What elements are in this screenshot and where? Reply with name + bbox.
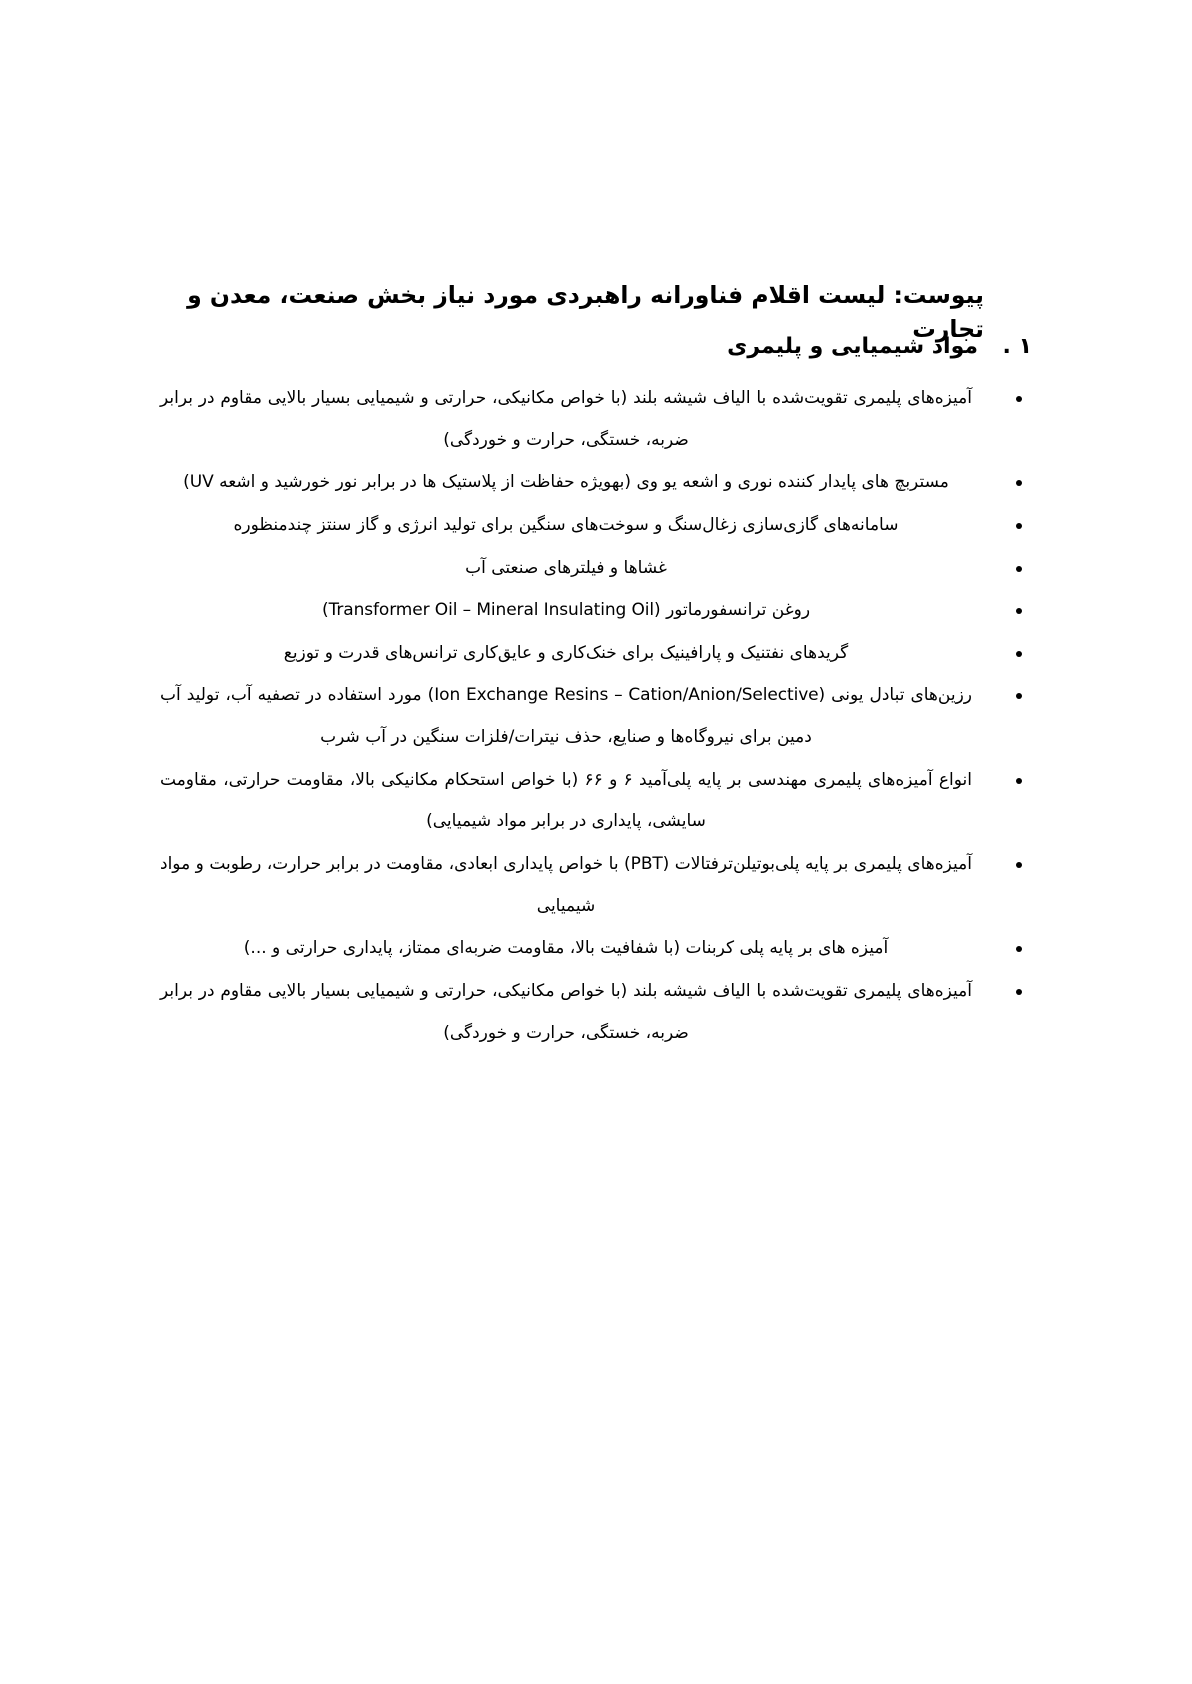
- list-item-text: آمیزه‌های پلیمری تقویت‌شده با الیاف شیشه بلند (با خواص مکانیکی، حرارتی و شیمیایی بسیار بالایی مقاوم در برابر ضربه، خستگی، حرارت و خوردگی): [160, 388, 972, 450]
- section-heading: [160, 330, 1032, 363]
- bullet-dot-icon: [1016, 651, 1022, 657]
- section-number: ۱ .: [1002, 334, 1032, 359]
- list-item-text: گریدهای نفتنیک و پارافینیک برای خنک‌کاری و عایق‌کاری ترانس‌های قدرت و توزیع: [283, 642, 849, 663]
- list-item: [160, 760, 1032, 843]
- list-item: [160, 378, 1032, 461]
- list-item-text: غشاها و فیلترهای صنعتی آب: [465, 557, 667, 578]
- bullet-dot-icon: [1016, 523, 1022, 529]
- bullet-dot-icon: [1016, 480, 1022, 486]
- list-item: [160, 633, 1032, 675]
- list-item: [160, 844, 1032, 927]
- list-item: [160, 928, 1032, 970]
- bullet-dot-icon: [1016, 946, 1022, 952]
- list-item-text: انواع آمیزه‌های پلیمری مهندسی بر پایه پلی‌آمید ۶ و ۶۶ (با خواص استحکام مکانیکی بالا، مقاومت حرارتی، مقاومت سایشی، پایداری در برابر مواد شیمیایی): [160, 769, 972, 832]
- bullet-dot-icon: [1016, 566, 1022, 572]
- bullet-dot-icon: [1016, 862, 1022, 868]
- list-item: [160, 675, 1032, 758]
- list-item: [160, 971, 1032, 1054]
- list-item-text: رزین‌های تبادل یونی (Ion Exchange Resins – Cation/Anion/Selective) مورد استفاده در تصفیه آب، تولید آب دمین برای نیروگاه‌ها و صنایع، حذف نیترات/فلزات سنگین در آب شرب: [160, 685, 972, 748]
- bullet-dot-icon: [1016, 778, 1022, 784]
- list-item: [160, 548, 1032, 590]
- bullet-dot-icon: [1016, 693, 1022, 699]
- section-heading-label: مواد شیمیایی و پلیمری: [727, 334, 978, 359]
- list-item-text: آمیزه‌های پلیمری تقویت‌شده با الیاف شیشه بلند (با خواص مکانیکی، حرارتی و شیمیایی بسیار بالایی مقاوم در برابر ضربه، خستگی، حرارت و خوردگی): [160, 980, 972, 1043]
- bullet-dot-icon: [1016, 608, 1022, 614]
- bullet-dot-icon: [1016, 989, 1022, 995]
- list-item-text: آمیزه‌های پلیمری بر پایه پلی‌بوتیلن‌ترفتالات (PBT) با خواص پایداری ابعادی، مقاومت در برابر حرارت، رطوبت و مواد شیمیایی: [160, 854, 972, 916]
- list-item-text: سامانه‌های گازی‌سازی زغال‌سنگ و سوخت‌های سنگین برای تولید انرژی و گاز سنتز چندمنظوره: [233, 514, 899, 535]
- list-item-text: روغن ترانسفورماتور (Transformer Oil – Mineral Insulating Oil): [321, 600, 811, 621]
- page-title: پیوست: لیست اقلام فناورانه راهبردی مورد نیاز بخش صنعت، معدن و تجارت: [187, 280, 984, 343]
- list-item: [160, 462, 1032, 504]
- list-item: [160, 590, 1032, 632]
- list-item-text: آمیزه های بر پایه پلی کربنات (با شفافیت بالا، مقاومت ضربه‌ای ممتاز، پایداری حرارتی و ...): [243, 938, 889, 959]
- list-item: [160, 505, 1032, 547]
- bullet-dot-icon: [1016, 396, 1022, 402]
- list-item-text: مستربچ های پایدار کننده نوری و اشعه یو وی (بهویژه حفاظت از پلاستیک ها در برابر نور خورشید و اشعه UV): [183, 472, 949, 493]
- bullet-list: [160, 378, 1032, 1055]
